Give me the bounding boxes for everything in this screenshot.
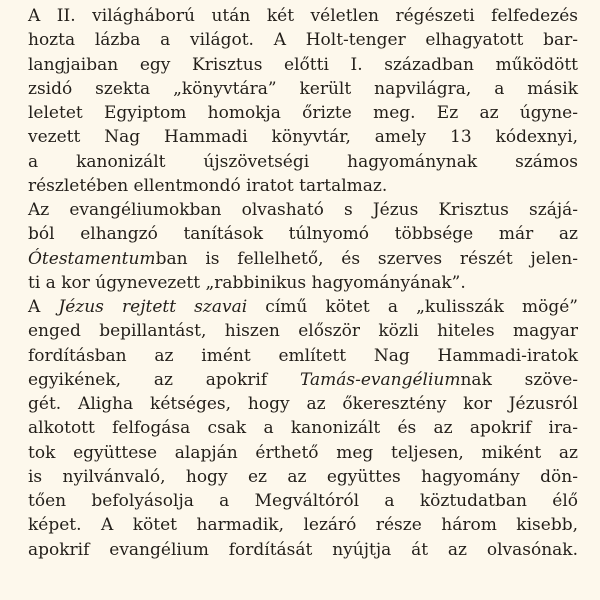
text-line: részletében ellentmondó iratot tartalmaz.	[28, 175, 388, 196]
text-line: vezett Nag Hammadi könyvtár, amely 13 kódexnyi,	[28, 127, 578, 148]
text-line: tok együttese alapján érthető meg teljesen, miként az	[28, 442, 578, 463]
text-line: leletet Egyiptom homokja őrizte meg. Ez az úgyne-	[28, 103, 578, 123]
text-line: Az evangéliumokban olvasható s Jézus Krisztus szájá-	[28, 200, 578, 220]
text-line: egyikének, az apokrif Tamás-evangéliumnak szöve-	[28, 369, 578, 390]
book-title-otestamentum: Ótestamentum	[28, 248, 156, 269]
text-line: alkotott felfogása csak a kanonizált és az apokrif ira-	[28, 418, 578, 439]
text-line: gét. Aligha kétséges, hogy az őkeresztény kor Jézusról	[28, 394, 578, 414]
text-line: a kanonizált újszövetségi hagyománynak számos	[28, 151, 578, 172]
paragraph-3	[28, 295, 578, 562]
text-line: tően befolyásolja a Megváltóról a köztudatban élő	[28, 491, 578, 511]
text-line: ból elhangzó tanítások túlnyomó többsége már az	[28, 224, 578, 245]
book-blurb	[28, 4, 578, 562]
text-line: hozta lázba a világot. A Holt-tenger elhagyatott bar-	[28, 30, 578, 51]
text-line: is nyilvánvaló, hogy ez az együttes hagyomány dön-	[28, 466, 578, 487]
paragraph-1	[28, 4, 578, 198]
text-line: Ótestamentumban is fellelhető, és szerves részét jelen-	[28, 248, 578, 269]
text-line: zsidó szekta „könyvtára” került napvilágra, a másik	[28, 78, 578, 99]
paragraph-2	[28, 198, 578, 295]
book-title-tamas-evangelium: Tamás-evangélium	[299, 369, 461, 390]
text-line: langjaiban egy Krisztus előtti I. században működött	[28, 54, 578, 75]
text-line: apokrif evangélium fordítását nyújtja át az olvasónak.	[28, 539, 578, 560]
text-line: fordításban az imént említett Nag Hammadi-iratok	[28, 345, 578, 366]
text-line: képet. A kötet harmadik, lezáró része három kisebb,	[28, 515, 578, 536]
book-title-jezus-rejtett-szavai: Jézus rejtett szavai	[58, 297, 248, 317]
text-line: A II. világháború után két véletlen régészeti felfedezés	[28, 6, 578, 26]
text-line: A Jézus rejtett szavai című kötet a „kulisszák mögé”	[28, 297, 578, 317]
text-line: ti a kor úgynevezett „rabbinikus hagyományának”.	[28, 272, 466, 293]
text-line: enged bepillantást, hiszen először közli hiteles magyar	[28, 321, 578, 342]
